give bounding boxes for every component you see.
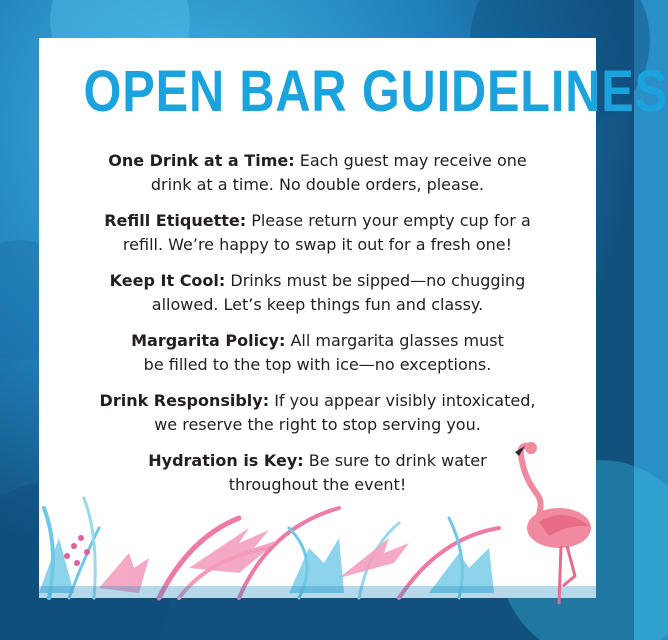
rule-label: Drink Responsibly: bbox=[99, 391, 270, 410]
rule-label: Margarita Policy: bbox=[131, 331, 286, 350]
rule-text: All margarita glasses must bbox=[290, 331, 504, 350]
rule-text: drink at a time. No double orders, please. bbox=[150, 175, 485, 194]
guidelines-card bbox=[39, 38, 668, 598]
rule-keep-it-cool bbox=[39, 269, 596, 317]
rule-text: Drinks must be sipped—no chugging bbox=[230, 271, 526, 290]
rule-text: allowed. Let’s keep things fun and classy. bbox=[151, 295, 484, 314]
rule-text: be filled to the top with ice—no exceptions. bbox=[143, 355, 492, 374]
rule-one-drink bbox=[39, 149, 596, 197]
rule-text: Each guest may receive one bbox=[299, 151, 527, 170]
rule-text: Be sure to drink water bbox=[308, 451, 487, 470]
rule-drink-responsibly bbox=[39, 389, 596, 437]
rule-refill-etiquette bbox=[39, 209, 596, 257]
rule-margarita-policy bbox=[39, 329, 596, 377]
rule-label: Keep It Cool: bbox=[109, 271, 226, 290]
rule-label: Hydration is Key: bbox=[148, 451, 304, 470]
flamingo-illustration bbox=[509, 436, 599, 606]
rule-text: If you appear visibly intoxicated, bbox=[274, 391, 536, 410]
rule-label: Refill Etiquette: bbox=[104, 211, 247, 230]
rule-text: Please return your empty cup for a bbox=[251, 211, 531, 230]
rule-label: One Drink at a Time: bbox=[108, 151, 295, 170]
rule-text: throughout the event! bbox=[228, 475, 407, 494]
rule-text: we reserve the right to stop serving you. bbox=[154, 415, 481, 434]
rule-text: refill. We’re happy to swap it out for a fresh one! bbox=[122, 235, 513, 254]
page-title: OPEN BAR GUIDELINES bbox=[83, 59, 668, 124]
